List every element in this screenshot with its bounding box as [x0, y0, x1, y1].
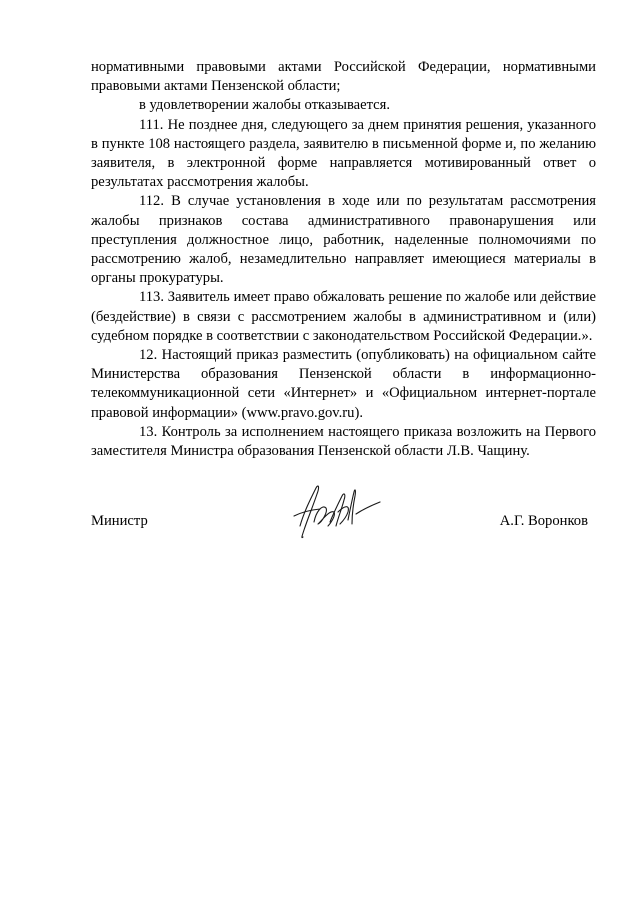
paragraph-111: 111. Не позднее дня, следующего за днем принятия решения, указанного в пункте 108 настоящего раздела, заявителю в письменной форме и, по желанию заявителя, в электронной форме направляется мотивированный ответ о результатах рассмотрения жалобы. — [91, 116, 596, 191]
paragraph-113: 113. Заявитель имеет право обжаловать решение по жалобе или действие (бездействие) в связи с рассмотрением жалобы в административном и (или) судебном порядке в соответствии с законодательством Российской Федерации.». — [91, 289, 596, 344]
paragraph-refusal: в удовлетворении жалобы отказывается. — [139, 97, 391, 114]
handwritten-signature — [286, 482, 386, 542]
paragraph-continuation: нормативными правовыми актами Российской Федерации, нормативными правовыми актами Пензенской области; — [91, 59, 596, 95]
document-body — [91, 58, 596, 461]
paragraph-13-control: 13. Контроль за исполнением настоящего приказа возложить на Первого заместителя Министра образования Пензенской области Л.В. Чащину. — [91, 423, 596, 460]
signatory-title: Министр — [91, 513, 148, 529]
paragraph-112: 112. В случае установления в ходе или по результатам рассмотрения жалобы признаков состава административного правонарушения или преступления должностное лицо, работник, наделенные полномочиями по рассмотрению жалоб, незамедлительно направляет имеющиеся материалы в органы прокуратуры. — [91, 193, 596, 287]
paragraph-12-publication: 12. Настоящий приказ разместить (опубликовать) на официальном сайте Министерства образования Пензенской области в информационно-телекоммуникационной сети «Интернет» и «Официальном интернет-портале правовой информации» (www.pravo.gov.ru). — [91, 347, 596, 421]
signatory-name: А.Г. Воронков — [499, 513, 588, 529]
